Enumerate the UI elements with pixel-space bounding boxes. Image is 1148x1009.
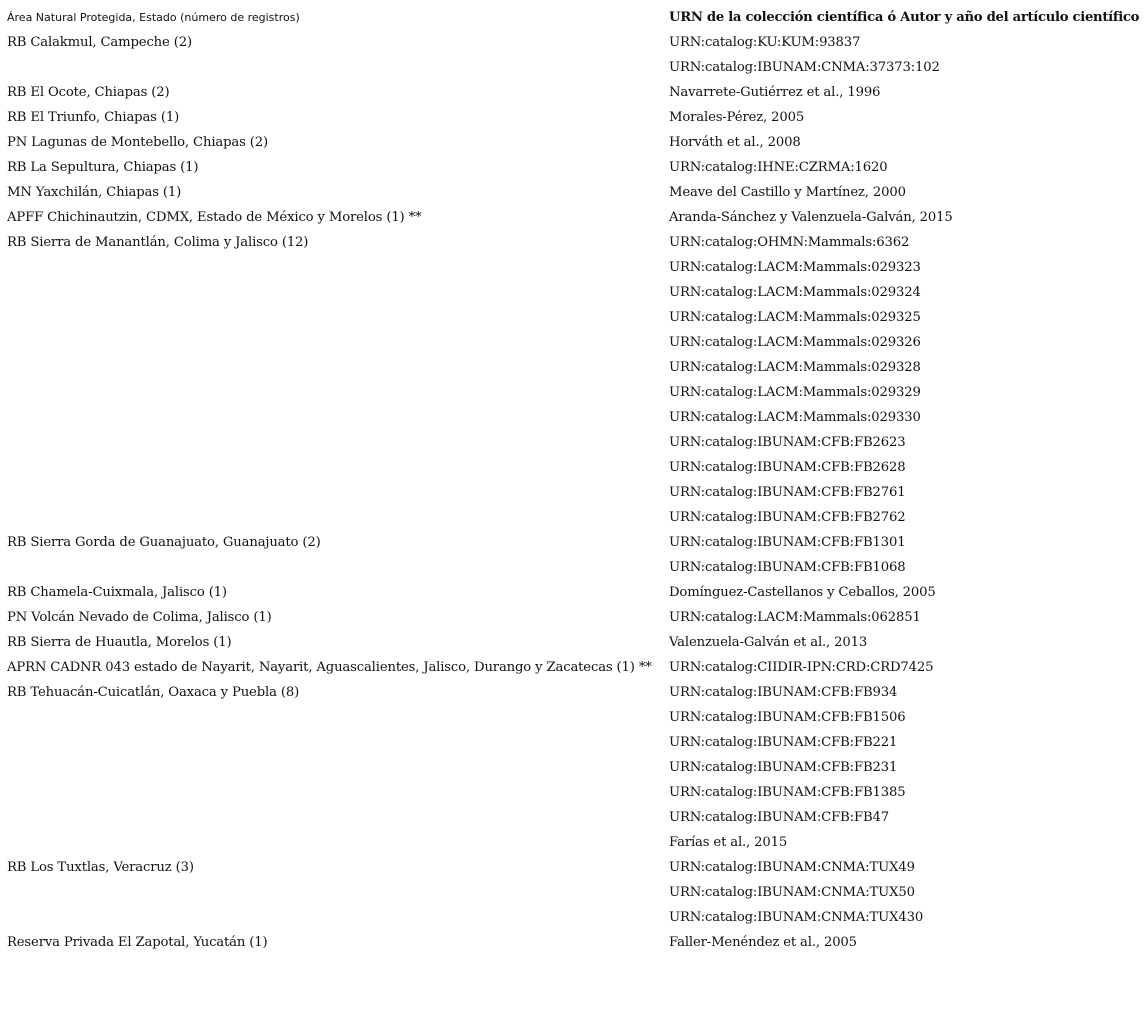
reference-cell: URN:catalog:LACM:Mammals:029323: [669, 260, 921, 275]
reference-cell: URN:catalog:IBUNAM:CFB:FB1301: [669, 535, 906, 550]
table-row: [7, 505, 1139, 530]
area-cell: RB El Triunfo, Chiapas (1): [7, 110, 180, 125]
reference-cell: URN:catalog:LACM:Mammals:029330: [669, 410, 921, 425]
reference-cell: URN:catalog:IBUNAM:CFB:FB47: [669, 810, 889, 825]
area-cell: [7, 380, 669, 405]
area-cell: [7, 480, 669, 505]
area-cell: [7, 705, 669, 730]
area-cell: [7, 780, 669, 805]
area-cell: [7, 905, 669, 930]
table-row: [7, 480, 1139, 505]
area-cell: RB Chamela-Cuixmala, Jalisco (1): [7, 585, 227, 600]
reference-cell: URN:catalog:IBUNAM:CFB:FB2623: [669, 435, 906, 450]
reference-cell: URN:catalog:KU:KUM:93837: [669, 35, 861, 50]
reference-cell: URN:catalog:IBUNAM:CNMA:37373:102: [669, 60, 940, 75]
table-row: [7, 130, 1139, 155]
area-cell: RB Sierra Gorda de Guanajuato, Guanajuato (2): [7, 535, 321, 550]
reference-cell: URN:catalog:LACM:Mammals:029329: [669, 385, 921, 400]
reference-cell: URN:catalog:LACM:Mammals:029325: [669, 310, 921, 325]
table-row: [7, 780, 1139, 805]
area-cell: [7, 280, 669, 305]
table-row: [7, 30, 1139, 55]
reference-cell: URN:catalog:IBUNAM:CNMA:TUX50: [669, 885, 915, 900]
area-cell: [7, 730, 669, 755]
table-row: [7, 905, 1139, 930]
table-row: [7, 230, 1139, 255]
reference-cell: URN:catalog:IBUNAM:CFB:FB231: [669, 760, 898, 775]
table-row: [7, 555, 1139, 580]
table-body: [7, 30, 1139, 955]
reference-cell: URN:catalog:IBUNAM:CFB:FB2762: [669, 510, 906, 525]
reference-cell: URN:catalog:IBUNAM:CFB:FB2628: [669, 460, 906, 475]
table-row: [7, 330, 1139, 355]
table-row: [7, 80, 1139, 105]
area-cell: RB Sierra de Huautla, Morelos (1): [7, 635, 232, 650]
area-cell: RB Calakmul, Campeche (2): [7, 35, 192, 50]
table-row: [7, 180, 1139, 205]
reference-cell: Horváth et al., 2008: [669, 135, 801, 150]
reference-cell: URN:catalog:IBUNAM:CFB:FB934: [669, 685, 898, 700]
area-cell: [7, 880, 669, 905]
area-cell: MN Yaxchilán, Chiapas (1): [7, 185, 182, 200]
reference-cell: URN:catalog:OHMN:Mammals:6362: [669, 235, 910, 250]
table-row: [7, 655, 1139, 680]
reference-cell: URN:catalog:IBUNAM:CFB:FB1385: [669, 785, 906, 800]
reference-cell: URN:catalog:IBUNAM:CFB:FB2761: [669, 485, 906, 500]
header-area: Área Natural Protegida, Estado (número de registros): [7, 11, 300, 24]
reference-cell: Aranda-Sánchez y Valenzuela-Galván, 2015: [669, 210, 953, 225]
table-row: [7, 680, 1139, 705]
area-cell: PN Volcán Nevado de Colima, Jalisco (1): [7, 610, 272, 625]
area-cell: RB Sierra de Manantlán, Colima y Jalisco (12): [7, 235, 309, 250]
table-row: [7, 380, 1139, 405]
area-cell: [7, 830, 669, 855]
reference-cell: Farías et al., 2015: [669, 835, 788, 850]
table-row: [7, 755, 1139, 780]
area-cell: RB Los Tuxtlas, Veracruz (3): [7, 860, 194, 875]
area-cell: APFF Chichinautzin, CDMX, Estado de México y Morelos (1) **: [7, 210, 422, 225]
reference-cell: URN:catalog:IBUNAM:CFB:FB1068: [669, 560, 906, 575]
table-row: [7, 580, 1139, 605]
area-cell: RB La Sepultura, Chiapas (1): [7, 160, 199, 175]
area-cell: [7, 405, 669, 430]
area-cell: [7, 430, 669, 455]
reference-cell: URN:catalog:IBUNAM:CFB:FB1506: [669, 710, 906, 725]
table-row: [7, 305, 1139, 330]
reference-cell: Domínguez-Castellanos y Ceballos, 2005: [669, 585, 936, 600]
area-cell: [7, 455, 669, 480]
area-cell: [7, 255, 669, 280]
reference-cell: URN:catalog:IBUNAM:CNMA:TUX430: [669, 910, 924, 925]
reference-cell: Morales-Pérez, 2005: [669, 110, 805, 125]
reference-cell: Faller-Menéndez et al., 2005: [669, 935, 857, 950]
table-row: [7, 930, 1139, 955]
area-cell: [7, 505, 669, 530]
area-cell: [7, 555, 669, 580]
reference-cell: URN:catalog:LACM:Mammals:029326: [669, 335, 921, 350]
area-cell: RB El Ocote, Chiapas (2): [7, 85, 170, 100]
table-row: [7, 280, 1139, 305]
reference-cell: URN:catalog:IBUNAM:CFB:FB221: [669, 735, 898, 750]
table-row: [7, 355, 1139, 380]
reference-cell: URN:catalog:LACM:Mammals:029324: [669, 285, 921, 300]
table-row: [7, 455, 1139, 480]
area-cell: [7, 805, 669, 830]
reference-cell: URN:catalog:LACM:Mammals:062851: [669, 610, 921, 625]
reference-cell: Navarrete-Gutiérrez et al., 1996: [669, 85, 881, 100]
reference-cell: Valenzuela-Galván et al., 2013: [669, 635, 868, 650]
reference-cell: URN:catalog:IHNE:CZRMA:1620: [669, 160, 888, 175]
area-cell: Reserva Privada El Zapotal, Yucatán (1): [7, 935, 268, 950]
table-row: [7, 255, 1139, 280]
table-row: [7, 405, 1139, 430]
table-row: [7, 205, 1139, 230]
table-row: [7, 880, 1139, 905]
table-row: [7, 55, 1139, 80]
area-cell: [7, 355, 669, 380]
reference-cell: URN:catalog:CIIDIR-IPN:CRD:CRD7425: [669, 660, 934, 675]
table-row: [7, 805, 1139, 830]
table-row: [7, 430, 1139, 455]
table-row: [7, 705, 1139, 730]
table-row: [7, 630, 1139, 655]
table-row: [7, 830, 1139, 855]
area-cell: [7, 330, 669, 355]
header-row: [7, 5, 1139, 30]
header-reference: URN de la colección científica ó Autor y año del artículo científico: [669, 10, 1140, 25]
area-cell: APRN CADNR 043 estado de Nayarit, Nayarit, Aguascalientes, Jalisco, Durango y Zacatecas (1) **: [7, 660, 652, 675]
table-row: [7, 855, 1139, 880]
area-cell: RB Tehuacán-Cuicatlán, Oaxaca y Puebla (8): [7, 685, 300, 700]
area-cell: [7, 305, 669, 330]
table-row: [7, 530, 1139, 555]
table-row: [7, 730, 1139, 755]
table-row: [7, 605, 1139, 630]
area-cell: PN Lagunas de Montebello, Chiapas (2): [7, 135, 269, 150]
area-cell: [7, 755, 669, 780]
reference-cell: Meave del Castillo y Martínez, 2000: [669, 185, 906, 200]
reference-cell: URN:catalog:IBUNAM:CNMA:TUX49: [669, 860, 915, 875]
records-table: [7, 5, 1139, 955]
table-row: [7, 155, 1139, 180]
table-row: [7, 105, 1139, 130]
area-cell: [7, 55, 669, 80]
reference-cell: URN:catalog:LACM:Mammals:029328: [669, 360, 921, 375]
